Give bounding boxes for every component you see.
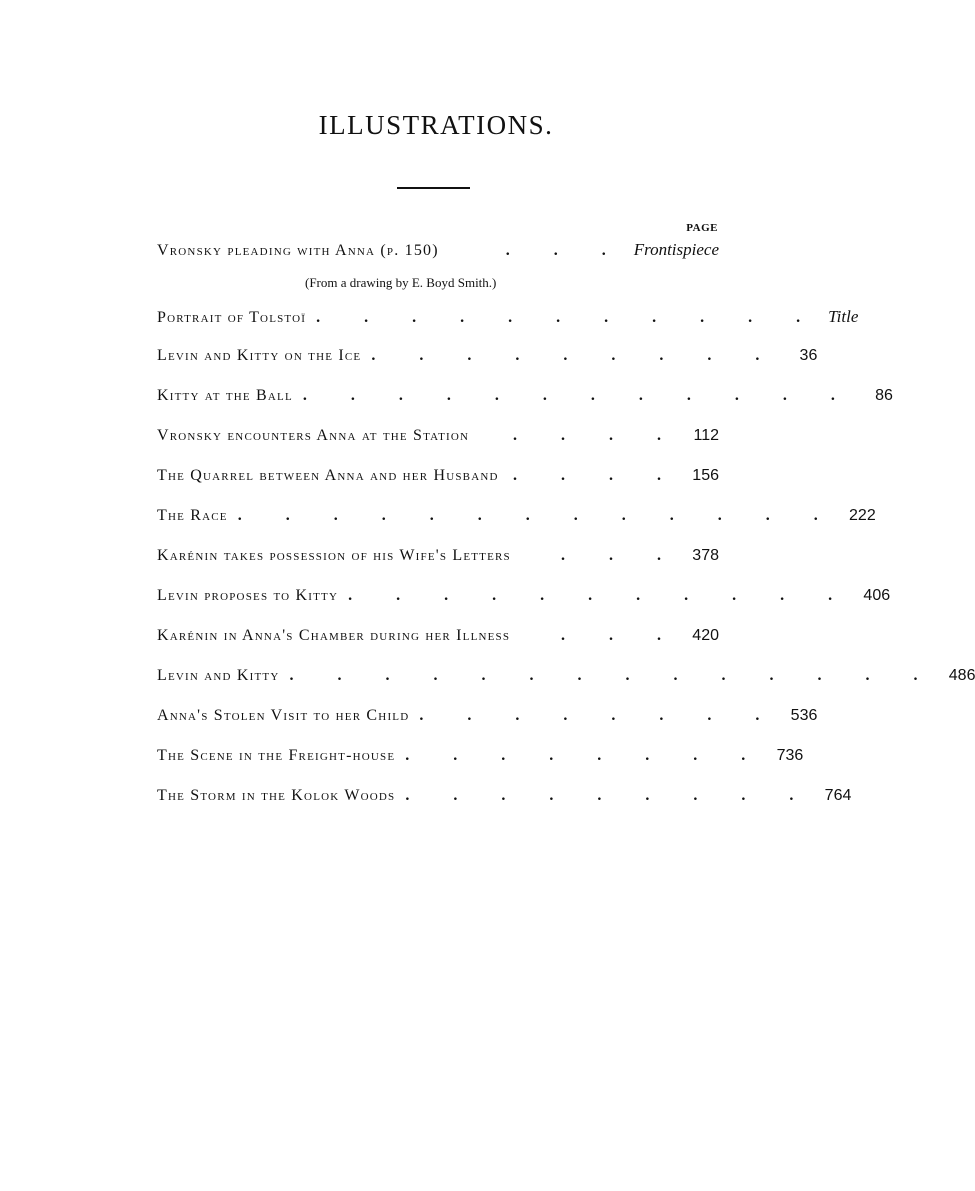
list-item bbox=[157, 427, 719, 457]
dot-leader: . . . . bbox=[513, 427, 681, 444]
list-item bbox=[157, 587, 891, 617]
entry-page: 420 bbox=[692, 627, 719, 644]
list-item bbox=[157, 547, 719, 577]
list-item bbox=[157, 240, 719, 290]
list-item bbox=[157, 747, 804, 777]
entry-title: Levin and Kitty bbox=[157, 667, 280, 684]
entry-title: Karénin takes possession of his Wife's Letters bbox=[157, 547, 511, 564]
list-item bbox=[157, 347, 818, 377]
list-item bbox=[157, 387, 893, 417]
list-item bbox=[157, 787, 852, 817]
page-title: ILLUSTRATIONS. bbox=[318, 110, 554, 140]
entry-page: 112 bbox=[693, 427, 719, 444]
entry-page: 536 bbox=[790, 707, 818, 724]
entry-page: Frontispiece bbox=[633, 240, 719, 259]
dot-leader: . . . bbox=[505, 242, 626, 259]
entry-page: 36 bbox=[799, 347, 818, 364]
entry-title: Vronsky pleading with Anna (p. 150) bbox=[157, 242, 439, 259]
list-item bbox=[157, 467, 719, 497]
dot-leader: . . . . . . . . . . . bbox=[348, 587, 853, 604]
entry-title: The Storm in the Kolok Woods bbox=[157, 787, 396, 804]
list-item bbox=[157, 667, 975, 697]
dot-leader: . . . . . . . . . . . bbox=[316, 309, 821, 326]
entry-title: Karénin in Anna's Chamber during her Illness bbox=[157, 627, 511, 644]
list-item bbox=[157, 707, 818, 737]
entry-page: 378 bbox=[692, 547, 719, 564]
entry-title: The Quarrel between Anna and her Husband bbox=[157, 467, 499, 484]
entry-credit: (From a drawing by E. Boyd Smith.) bbox=[305, 275, 497, 290]
list-item bbox=[157, 507, 876, 537]
entry-page: Title bbox=[828, 307, 859, 326]
dot-leader: . . . bbox=[561, 547, 681, 564]
entry-page: 156 bbox=[692, 467, 719, 484]
dot-leader: . . . . bbox=[513, 467, 681, 484]
entry-title: Levin and Kitty on the Ice bbox=[157, 347, 362, 364]
dot-leader: . . . . . . . . . . . . . bbox=[237, 507, 838, 524]
dot-leader: . . . . . . . . . . . . bbox=[302, 387, 855, 404]
dot-leader: . . . bbox=[561, 627, 681, 644]
entry-page: 486 bbox=[948, 667, 975, 684]
dot-leader: . . . . . . . . bbox=[405, 747, 766, 764]
entry-title: Levin proposes to Kitty bbox=[157, 587, 339, 604]
entry-title: Vronsky encounters Anna at the Station bbox=[157, 427, 470, 444]
dot-leader: . . . . . . . . . bbox=[371, 347, 780, 364]
list-item bbox=[157, 627, 719, 657]
title-divider bbox=[397, 187, 470, 189]
dot-leader: . . . . . . . . . bbox=[405, 787, 814, 804]
entry-title: The Race bbox=[157, 507, 228, 524]
entry-page: 764 bbox=[824, 787, 852, 804]
entry-page: 406 bbox=[863, 587, 891, 604]
dot-leader: . . . . . . . . . . . . . . bbox=[289, 667, 938, 684]
entry-page: 736 bbox=[776, 747, 804, 764]
entry-page: 222 bbox=[849, 507, 876, 524]
entry-page: 86 bbox=[875, 387, 893, 404]
dot-leader: . . . . . . . . bbox=[419, 707, 780, 724]
entry-title: Portrait of Tolstoï bbox=[157, 309, 307, 326]
entry-title: The Scene in the Freight-house bbox=[157, 747, 396, 764]
entry-title: Anna's Stolen Visit to her Child bbox=[157, 707, 410, 724]
list-item bbox=[157, 307, 859, 337]
page-column-label: PAGE bbox=[686, 222, 718, 234]
entry-title: Kitty at the Ball bbox=[157, 387, 293, 404]
